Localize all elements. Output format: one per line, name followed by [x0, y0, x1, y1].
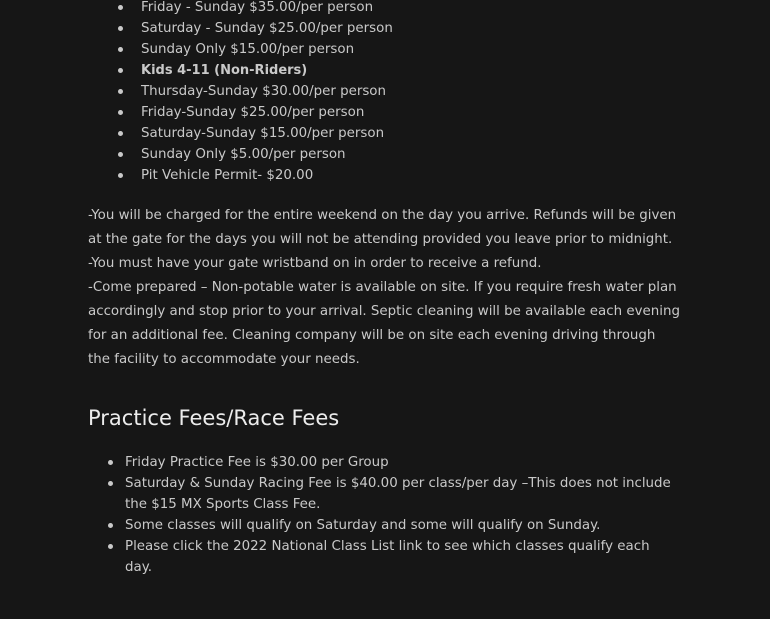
note-water-septic: -Come prepared – Non-potable water is available on site. If you require fresh water plan accordingly and stop prior to your arrival. Septic cleaning will be available each evening for an additional fee. Cleaning company will be on site each evening driving through the facility to accommodate your needs. — [88, 280, 680, 367]
note-wristband: -You must have your gate wristband on in order to receive a refund. — [88, 256, 542, 271]
fee-item: Please click the 2022 National Class List link to see which classes qualify each day. — [88, 536, 680, 578]
main-content — [88, 0, 680, 578]
ticket-item: Friday - Sunday $35.00/per person — [88, 0, 680, 18]
ticket-item: Friday-Sunday $25.00/per person — [88, 102, 680, 123]
ticket-item: Sunday Only $5.00/per person — [88, 144, 680, 165]
section-heading: Practice Fees/Race Fees — [88, 406, 340, 430]
fee-item: Saturday & Sunday Racing Fee is $40.00 per class/per day –This does not include the $15 MX Sports Class Fee. — [88, 473, 680, 515]
notes-block — [88, 204, 680, 372]
fee-item: Some classes will qualify on Saturday and some will qualify on Sunday. — [88, 515, 680, 536]
ticket-price-list — [88, 0, 680, 186]
fee-item: Friday Practice Fee is $30.00 per Group — [88, 452, 680, 473]
ticket-item: Pit Vehicle Permit- $20.00 — [88, 165, 680, 186]
ticket-item: Sunday Only $15.00/per person — [88, 39, 680, 60]
ticket-item: Saturday - Sunday $25.00/per person — [88, 18, 680, 39]
ticket-item: Saturday-Sunday $15.00/per person — [88, 123, 680, 144]
ticket-category-heading: Kids 4-11 (Non-Riders) — [88, 60, 680, 81]
note-refund-policy: -You will be charged for the entire weekend on the day you arrive. Refunds will be given at the gate for the days you will not be attending provided you leave prior to midnight. — [88, 208, 677, 247]
practice-fee-list — [88, 452, 680, 578]
ticket-item: Thursday-Sunday $30.00/per person — [88, 81, 680, 102]
